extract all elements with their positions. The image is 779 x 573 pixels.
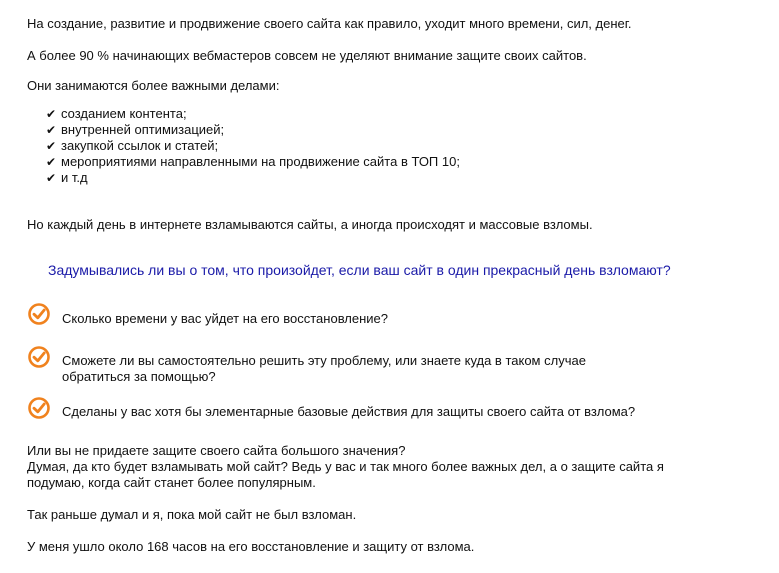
question-item-line: Сможете ли вы самостоятельно решить эту проблему, или знаете куда в таком случае: [62, 353, 586, 368]
question-item: [27, 345, 586, 385]
list-item: [46, 138, 460, 154]
checkmark-icon: ✔: [46, 171, 57, 185]
question-item-line: Сколько времени у вас уйдет на его восстановление?: [62, 311, 389, 326]
hacks-paragraph: Но каждый день в интернете взламываются сайты, а иногда происходят и массовые взломы.: [27, 217, 593, 232]
list-item: [46, 106, 460, 122]
orange-circle-check-icon: [27, 302, 51, 326]
before-paragraph: Так раньше думал и я, пока мой сайт не был взломан.: [27, 507, 357, 522]
checkmark-icon: ✔: [46, 123, 57, 137]
busy-paragraph: Они занимаются более важными делами:: [27, 78, 280, 93]
list-item-label: закупкой ссылок и статей;: [61, 138, 219, 153]
list-item-label: созданием контента;: [61, 106, 187, 121]
main-question: Задумывались ли вы о том, что произойдет, если ваш сайт в один прекрасный день взломают?: [48, 262, 671, 278]
list-item-label: внутренней оптимизацией;: [61, 122, 225, 137]
question-item: [27, 396, 635, 420]
checkmark-icon: ✔: [46, 155, 57, 169]
list-item: [46, 154, 460, 170]
intro-paragraph: На создание, развитие и продвижение своего сайта как правило, уходит много времени, сил, денег.: [27, 16, 632, 31]
checkmark-icon: ✔: [46, 107, 57, 121]
list-item: [46, 122, 460, 138]
checkmark-icon: ✔: [46, 139, 57, 153]
stat-paragraph: А более 90 % начинающих вебмастеров совсем не уделяют внимание защите своих сайтов.: [27, 48, 587, 63]
list-item-label: мероприятиями направленными на продвижение сайта в ТОП 10;: [61, 154, 460, 169]
question-item: [27, 302, 388, 327]
doubt-line-3: подумаю, когда сайт станет более популярным.: [27, 475, 316, 490]
list-item: [46, 170, 460, 186]
doubt-line-1: Или вы не придаете защите своего сайта большого значения?: [27, 443, 406, 458]
doubt-line-2: Думая, да кто будет взламывать мой сайт? Ведь у вас и так много более важных дел, а о защите сайта я: [27, 459, 664, 474]
hours-paragraph: У меня ушло около 168 часов на его восстановление и защиту от взлома.: [27, 539, 475, 554]
orange-circle-check-icon: [27, 396, 51, 420]
list-item-label: и т.д: [61, 170, 88, 185]
question-item-line: Сделаны у вас хотя бы элементарные базовые действия для защиты своего сайта от взлома?: [62, 404, 636, 419]
question-item-line: обратиться за помощью?: [62, 369, 216, 384]
orange-circle-check-icon: [27, 345, 51, 369]
priorities-checklist: [46, 106, 460, 186]
